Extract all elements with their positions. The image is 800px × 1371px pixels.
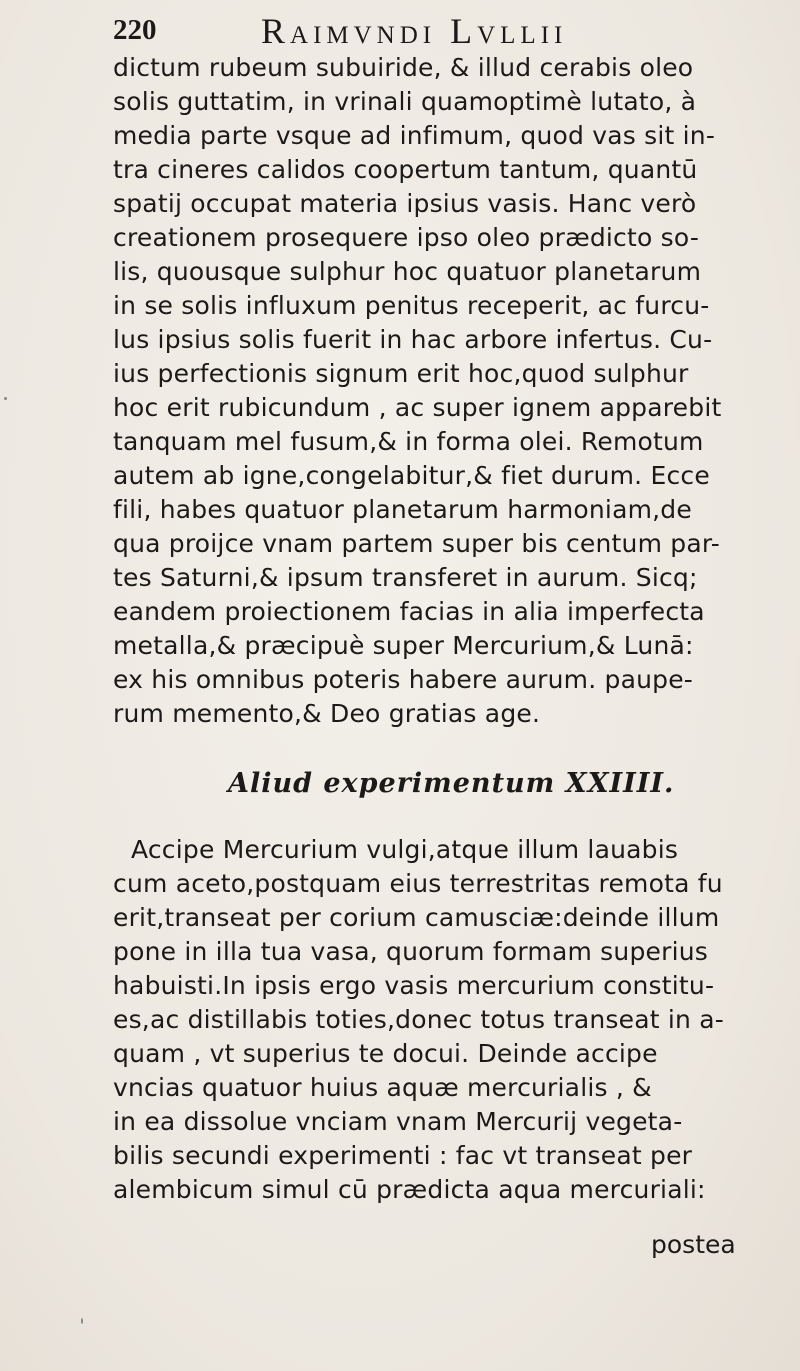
text-line: media parte vsque ad infimum, quod vas sit in- [113,121,716,150]
text-line: lis, quousque sulphur hoc quatuor planetarum [113,257,702,286]
text-line: es,ac distillabis toties,donec totus transeat in a- [113,1005,724,1034]
text-line: creationem prosequere ipso oleo prædicto so- [113,223,700,252]
text-line: dictum rubeum subuiride, & illud cerabis oleo [113,53,694,82]
text-line: ex his omnibus poteris habere aurum. paupe- [113,665,694,694]
text-line: pone in illa tua vasa, quorum formam superius [113,937,708,966]
text-line: ius perfectionis signum erit hoc,quod sulphur [113,359,689,388]
text-line: rum memento,& Deo gratias age. [113,699,541,728]
text-line: qua proijce vnam partem super bis centum par- [113,529,720,558]
section-title: Aliud experimentum XXIIII. [228,768,675,799]
text-line: habuisti.In ipsis ergo vasis mercurium constitu- [113,971,715,1000]
text-line: in se solis influxum penitus receperit, ac furcu- [113,291,710,320]
text-line: lus ipsius solis fuerit in hac arbore infertus. Cu- [113,325,713,354]
text-line: vncias quatuor huius aquæ mercurialis , & [113,1073,652,1102]
text-line: Accipe Mercurium vulgi,atque illum lauabis [131,835,679,864]
text-line: tra cineres calidos coopertum tantum, quantū [113,155,698,184]
text-line: cum aceto,postquam eius terrestritas remota fu [113,869,723,898]
text-line: in ea dissolue vnciam vnam Mercurij vegeta- [113,1107,683,1136]
catchword: postea [651,1230,736,1259]
text-line: tanquam mel fusum,& in forma olei. Remotum [113,427,704,456]
text-line: erit,transeat per corium camusciæ:deinde illum [113,903,720,932]
text-line: spatij occupat materia ipsius vasis. Hanc verò [113,189,697,218]
page-header [113,10,763,50]
text-line: hoc erit rubicundum , ac super ignem apparebit [113,393,722,422]
text-line: quam , vt superius te docui. Deinde accipe [113,1039,658,1068]
text-line: tes Saturni,& ipsum transferet in aurum. Sicq; [113,563,698,592]
running-head: Raimvndi Lvllii [261,11,568,51]
text-line: solis guttatim, in vrinali quamoptimè lutato, à [113,87,697,116]
text-line: fili, habes quatuor planetarum harmoniam,de [113,495,692,524]
page-number: 220 [113,14,157,46]
text-line: autem ab igne,congelabitur,& fiet durum. Ecce [113,461,710,490]
paper-speck [81,1318,83,1324]
text-line: metalla,& præcipuè super Mercurium,& Lunā: [113,631,694,660]
text-line: bilis secundi experimenti : fac vt transeat per [113,1141,693,1170]
text-line: eandem proiectionem facias in alia imperfecta [113,597,705,626]
text-line: alembicum simul cū prædicta aqua mercuriali: [113,1175,706,1204]
paper-speck [4,397,7,400]
